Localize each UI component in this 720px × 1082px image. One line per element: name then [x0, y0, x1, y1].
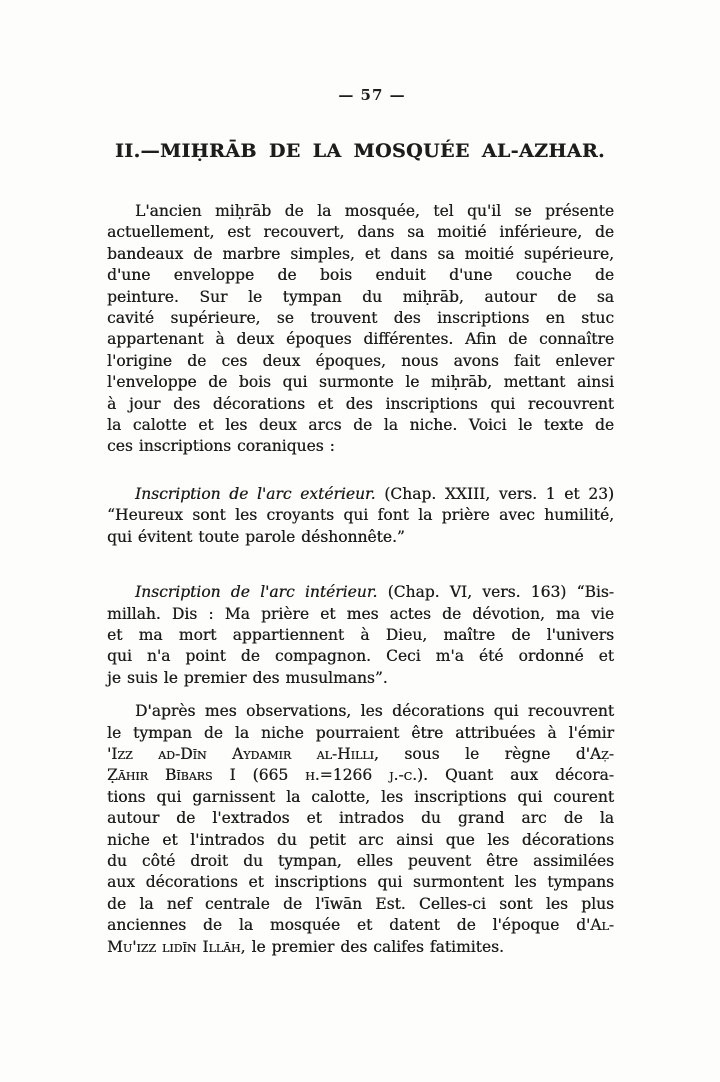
text-line	[107, 308, 614, 329]
text-segment: qui évitent toute parole déshonnête.”	[107, 527, 405, 546]
text-segment: le tympan de la niche pourraient être attribuées à l'émir	[107, 723, 614, 742]
text-segment: à jour des décorations et des inscriptions qui recouvrent	[107, 394, 614, 413]
text-segment: et ma mort appartiennent à Dieu, maître de l'univers	[107, 625, 614, 644]
text-segment: Inscription de l'arc intérieur.	[135, 583, 378, 602]
text-segment: (Chap. XXIII, vers. 1 et 23)	[375, 484, 614, 503]
text-segment: “Heureux sont les croyants qui font la prière avec humilité,	[107, 506, 614, 525]
text-line	[107, 351, 614, 372]
text-line	[107, 701, 614, 722]
text-line	[107, 872, 614, 893]
text-line	[107, 808, 614, 829]
text-body	[107, 201, 614, 958]
text-line	[107, 484, 614, 505]
text-segment: h.	[305, 766, 320, 785]
text-line	[107, 830, 614, 851]
paragraph-arc-exterieur	[107, 484, 614, 548]
text-segment: l'origine de ces deux époques, nous avons fait enlever	[107, 351, 614, 370]
text-line	[107, 646, 614, 667]
text-line	[107, 723, 614, 744]
text-segment: actuellement, est recouvert, dans sa moitié inférieure, de	[107, 223, 614, 242]
text-segment: appartenant à deux époques différentes. Afin de connaître	[107, 330, 614, 349]
text-line	[107, 527, 614, 548]
text-line	[107, 436, 614, 457]
text-line	[107, 937, 614, 958]
text-line	[107, 287, 614, 308]
text-line	[107, 851, 614, 872]
paragraph-attribution	[107, 701, 614, 958]
text-line	[107, 765, 614, 786]
text-segment: D'après mes observations, les décorations qui recouvrent	[135, 702, 614, 721]
text-segment: , le premier des califes fatimites.	[240, 937, 504, 956]
text-segment: cavité supérieure, se trouvent des inscriptions en stuc	[107, 309, 614, 328]
text-line	[107, 915, 614, 936]
text-segment: d'une enveloppe de bois enduit d'une couche de	[107, 266, 614, 285]
text-line	[107, 372, 614, 393]
text-segment: aux décorations et inscriptions qui surmontent les tympans	[107, 873, 614, 892]
text-line	[107, 415, 614, 436]
paragraph-intro	[107, 201, 614, 458]
text-line	[107, 201, 614, 222]
text-segment: j.-c.	[389, 766, 417, 785]
text-line	[107, 505, 614, 526]
text-line	[107, 244, 614, 265]
text-segment: Inscription de l'arc extérieur.	[135, 484, 376, 503]
text-segment: I (665	[212, 766, 306, 785]
page-number: — 57 —	[338, 86, 406, 104]
text-segment: la calotte et les deux arcs de la niche. Voici le texte de	[107, 416, 614, 435]
text-segment: millah. Dis : Ma prière et mes actes de dévotion, ma vie	[107, 604, 614, 623]
text-segment: niche et l'intrados du petit arc ainsi que les décorations	[107, 830, 614, 849]
text-segment: bandeaux de marbre simples, et dans sa moitié supérieure,	[107, 244, 614, 263]
text-segment: Aẓ-	[589, 744, 614, 763]
text-segment: 'Izz ad-Dīn Aydamir al-Hilli	[107, 744, 374, 763]
text-segment: , sous le règne d'	[373, 744, 590, 763]
text-segment: de la nef centrale de l'īwān Est. Celles-ci sont les plus	[107, 894, 614, 913]
text-line	[107, 668, 614, 689]
text-segment: L'ancien miḥrāb de la mosquée, tel qu'il se présente	[135, 202, 614, 220]
text-line	[107, 894, 614, 915]
text-line	[107, 394, 614, 415]
page-title: II.—MIḤRĀB DE LA MOSQUÉE AL-AZHAR.	[114, 140, 606, 162]
text-line	[107, 329, 614, 350]
text-line	[107, 604, 614, 625]
text-segment: je suis le premier des musulmans”.	[107, 668, 388, 687]
text-segment: =1266	[319, 766, 390, 785]
text-segment: qui n'a point de compagnon. Ceci m'a été ordonné et	[107, 647, 614, 666]
text-segment: (Chap. VI, vers. 163) “Bis-	[377, 583, 614, 602]
text-segment: Ẓāhir Bībars	[107, 766, 213, 785]
text-segment: Mu'izz lidīn Illāh	[107, 937, 241, 956]
text-line	[107, 625, 614, 646]
text-line	[107, 222, 614, 243]
text-line	[107, 787, 614, 808]
text-segment: Al-	[590, 916, 614, 935]
text-line	[107, 582, 614, 603]
text-segment: autour de l'extrados et intrados du grand arc de la	[107, 809, 614, 828]
text-line	[107, 744, 614, 765]
text-segment: peinture. Sur le tympan du miḥrāb, autour de sa	[107, 287, 614, 306]
text-segment: l'enveloppe de bois qui surmonte le miḥrāb, mettant ainsi	[107, 373, 614, 392]
text-segment: anciennes de la mosquée et datent de l'époque d'	[107, 916, 591, 935]
text-segment: du côté droit du tympan, elles peuvent être assimilées	[107, 851, 614, 870]
text-segment: ). Quant aux décora-	[417, 766, 614, 785]
text-segment: tions qui garnissent la calotte, les inscriptions qui courent	[107, 787, 614, 806]
text-line	[107, 265, 614, 286]
text-segment: ces inscriptions coraniques :	[107, 437, 335, 456]
paragraph-arc-interieur	[107, 582, 614, 689]
